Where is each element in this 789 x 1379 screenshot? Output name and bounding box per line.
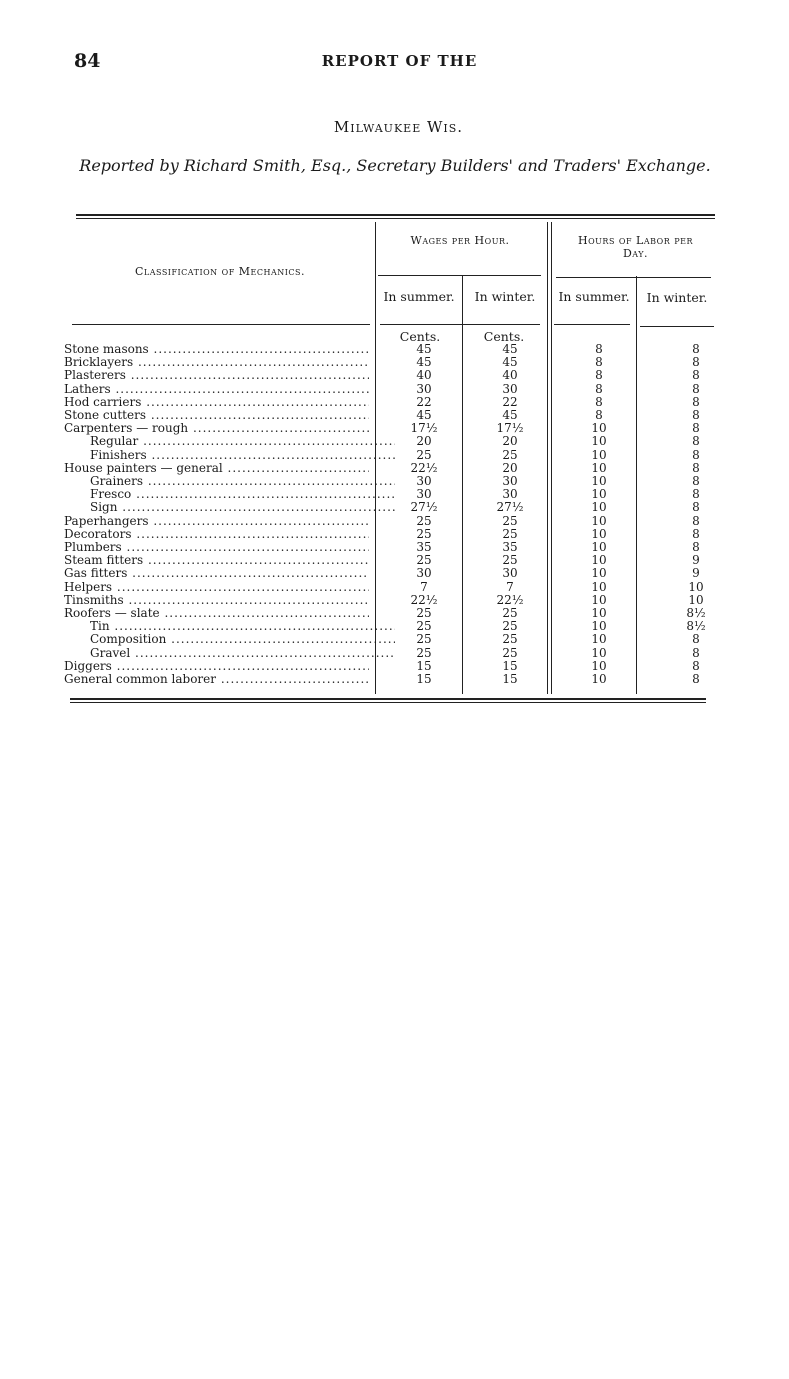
header-bottom-rule (72, 324, 370, 325)
cents-label: Cents. (399, 329, 441, 344)
hours-winter-cell: 9 (692, 553, 700, 568)
hours-winter-cell: 8 (692, 355, 700, 370)
wage-summer-cell: 25 (416, 619, 432, 634)
mechanic-name: Paperhangers ..... (64, 515, 369, 528)
table-row (64, 554, 724, 567)
hours-winter-cell: 8 (692, 368, 700, 383)
hours-summer-cell: 8 (595, 408, 603, 422)
hours-winter-cell: 8 (692, 658, 700, 673)
wage-winter-cell: 30 (502, 566, 518, 581)
wage-winter-cell: 25 (502, 513, 518, 528)
mechanic-name: Tinsmiths ..... (64, 594, 369, 607)
table-row (64, 501, 724, 514)
hours-summer-cell: 10 (591, 553, 607, 568)
mechanic-name: General common laborer ..... (64, 673, 369, 686)
hours-winter-cell: 8 (692, 434, 700, 449)
hours-summer-cell: 10 (591, 487, 607, 502)
mechanic-name: Fresco ..... (64, 488, 395, 501)
wage-winter-cell: 25 (502, 553, 518, 568)
table-row (64, 515, 724, 528)
mechanic-name: Regular ..... (64, 435, 395, 448)
cents-label: Cents. (483, 329, 525, 344)
hours-summer-cell: 10 (591, 474, 607, 488)
wage-winter-header: In winter. (474, 289, 536, 304)
hours-winter-cell: 9 (692, 566, 700, 581)
wage-winter-cell: 45 (502, 342, 518, 356)
table-row (64, 541, 724, 554)
wage-winter-cell: 25 (502, 645, 518, 660)
mechanic-name: Gas fitters ..... (64, 567, 369, 580)
hours-summer-cell: 8 (595, 342, 603, 356)
table-row (64, 607, 724, 620)
wage-summer-cell: 25 (416, 606, 432, 620)
hours-summer-cell: 10 (591, 592, 607, 607)
table-row (64, 462, 724, 475)
wage-winter-cell: 30 (502, 474, 518, 488)
wages-header: Wages per Hour. (410, 234, 510, 247)
header-bottom-rule (380, 324, 540, 325)
wage-winter-cell: 15 (502, 672, 518, 686)
table-row (64, 449, 724, 462)
wage-winter-cell: 7 (506, 579, 514, 594)
wage-summer-cell: 7 (420, 579, 428, 594)
table-row (64, 594, 724, 607)
table-row (64, 422, 724, 435)
wage-summer-cell: 35 (416, 540, 432, 554)
hours-winter-cell: 8 (692, 487, 700, 502)
hours-winter-cell: 8 (692, 672, 700, 686)
header-bottom-rule (640, 326, 714, 327)
wage-winter-cell: 40 (502, 368, 518, 383)
wage-summer-cell: 15 (416, 658, 432, 673)
mechanic-name: House painters — general ..... (64, 462, 369, 475)
table-row (64, 633, 724, 646)
wage-summer-cell: 30 (416, 487, 432, 502)
wage-summer-cell: 45 (416, 355, 432, 370)
hours-winter-cell: 8 (692, 513, 700, 528)
mechanic-name: Carpenters — rough ..... (64, 422, 369, 435)
hours-summer-cell: 10 (591, 672, 607, 686)
wage-summer-cell: 30 (416, 566, 432, 581)
wage-summer-cell: 15 (416, 672, 432, 686)
hours-summer-cell: 10 (591, 421, 607, 436)
hours-winter-cell: 8 (692, 421, 700, 436)
mechanic-name: Hod carriers ..... (64, 396, 369, 409)
hours-winter-cell: 8 (692, 408, 700, 422)
wage-winter-cell: 20 (502, 460, 518, 475)
table-row (64, 475, 724, 488)
table-row (64, 660, 724, 673)
wage-summer-cell: 25 (416, 632, 432, 647)
hours-header: Hours of Labor per Day. (578, 234, 693, 260)
wage-summer-cell: 30 (416, 474, 432, 488)
running-head: REPORT OF THE (321, 52, 478, 70)
mechanic-name: Diggers ..... (64, 660, 369, 673)
wage-winter-cell: 25 (502, 447, 518, 462)
mechanic-name: Lathers ..... (64, 383, 369, 396)
mechanic-name: Steam fitters ..... (64, 554, 369, 567)
hours-winter-cell: 8 (692, 381, 700, 396)
table-bottom-rule (70, 698, 706, 703)
hours-summer-cell: 10 (591, 500, 607, 515)
hours-summer-cell: 10 (591, 434, 607, 449)
wage-winter-cell: 17½ (496, 421, 524, 436)
table-row (64, 528, 724, 541)
wage-summer-cell: 25 (416, 447, 432, 462)
header-bottom-rule (554, 324, 630, 325)
wage-summer-cell: 22 (416, 394, 432, 409)
hours-winter-cell: 10 (688, 579, 704, 594)
wage-winter-cell: 25 (502, 619, 518, 634)
hours-winter-cell: 10 (688, 592, 704, 607)
mechanic-name: Finishers ..... (64, 449, 395, 462)
hours-winter-cell: 8½ (686, 606, 706, 620)
table-row (64, 396, 724, 409)
hours-summer-cell: 10 (591, 645, 607, 660)
hours-winter-cell: 8½ (686, 619, 706, 634)
wage-summer-cell: 25 (416, 645, 432, 660)
hours-summer-cell: 10 (591, 460, 607, 475)
hours-winter-cell: 8 (692, 632, 700, 647)
table-row (64, 435, 724, 448)
wage-summer-cell: 27½ (410, 500, 438, 515)
hours-winter-cell: 8 (692, 526, 700, 541)
mechanic-name: Plasterers ..... (64, 369, 369, 382)
table-row (64, 647, 724, 660)
wage-winter-cell: 22½ (496, 592, 524, 607)
wage-winter-cell: 25 (502, 632, 518, 647)
table-row (64, 369, 724, 382)
wage-summer-cell: 30 (416, 381, 432, 396)
wage-summer-cell: 22½ (410, 592, 438, 607)
table-row (64, 567, 724, 580)
wage-summer-cell: 20 (416, 434, 432, 449)
wage-winter-cell: 22 (502, 394, 518, 409)
hours-summer-cell: 8 (595, 394, 603, 409)
hours-winter-cell: 8 (692, 394, 700, 409)
mechanic-name: Gravel ..... (64, 647, 395, 660)
wage-summer-cell: 25 (416, 553, 432, 568)
mechanic-name: Composition ..... (64, 633, 395, 646)
table-row (64, 620, 724, 633)
wage-winter-cell: 25 (502, 606, 518, 620)
header-subrule (556, 277, 711, 278)
mechanic-name: Stone masons ..... (64, 343, 369, 356)
hours-winter-cell: 8 (692, 342, 700, 356)
hours-winter-cell: 8 (692, 540, 700, 554)
table-row (64, 383, 724, 396)
hours-summer-cell: 10 (591, 632, 607, 647)
hours-summer-cell: 8 (595, 368, 603, 383)
city-title: Milwaukee Wis. (333, 118, 464, 136)
wage-summer-cell: 17½ (410, 421, 438, 436)
hours-winter-cell: 8 (692, 500, 700, 515)
hours-summer-cell: 10 (591, 619, 607, 634)
mechanic-name: Grainers ..... (64, 475, 395, 488)
mechanic-name: Sign ..... (64, 501, 395, 514)
classification-header: Classification of Mechanics. (134, 265, 306, 278)
wage-winter-cell: 30 (502, 487, 518, 502)
mechanic-name: Plumbers ..... (64, 541, 369, 554)
wage-winter-cell: 20 (502, 434, 518, 449)
hours-winter-cell: 8 (692, 447, 700, 462)
wage-winter-cell: 45 (502, 355, 518, 370)
hours-summer-cell: 10 (591, 606, 607, 620)
wage-winter-cell: 15 (502, 658, 518, 673)
header-subrule (378, 275, 541, 276)
hours-summer-cell: 10 (591, 447, 607, 462)
table-row (64, 488, 724, 501)
wage-summer-header: In summer. (383, 289, 455, 304)
table-row (64, 356, 724, 369)
wage-summer-cell: 25 (416, 513, 432, 528)
hours-summer-header: In summer. (558, 289, 630, 304)
hours-winter-cell: 8 (692, 460, 700, 475)
table-row (64, 581, 724, 594)
hours-summer-cell: 10 (591, 513, 607, 528)
hours-summer-cell: 10 (591, 526, 607, 541)
table-row (64, 409, 724, 422)
page-number: 84 (74, 50, 101, 72)
hours-summer-cell: 8 (595, 381, 603, 396)
wage-summer-cell: 40 (416, 368, 432, 383)
wage-winter-cell: 45 (502, 408, 518, 422)
hours-winter-cell: 8 (692, 645, 700, 660)
hours-summer-cell: 10 (591, 566, 607, 581)
mechanic-name: Stone cutters ..... (64, 409, 369, 422)
wage-summer-cell: 45 (416, 408, 432, 422)
hours-summer-cell: 10 (591, 579, 607, 594)
wage-winter-cell: 25 (502, 526, 518, 541)
hours-summer-cell: 10 (591, 658, 607, 673)
wage-winter-cell: 27½ (496, 500, 524, 515)
hours-summer-cell: 10 (591, 540, 607, 554)
hours-winter-header: In winter. (646, 290, 708, 305)
reporter-line: Reported by Richard Smith, Esq., Secretary Builders' and Traders' Exchange. (79, 156, 711, 175)
wage-winter-cell: 30 (502, 381, 518, 396)
wage-summer-cell: 22½ (410, 460, 438, 475)
mechanic-name: Decorators ..... (64, 528, 369, 541)
mechanic-name: Helpers ..... (64, 581, 369, 594)
hours-winter-cell: 8 (692, 474, 700, 488)
hours-summer-cell: 8 (595, 355, 603, 370)
mechanic-name: Tin ..... (64, 620, 395, 633)
table-row (64, 673, 724, 686)
mechanic-name: Bricklayers ..... (64, 356, 369, 369)
table-row (64, 343, 724, 356)
wage-winter-cell: 35 (502, 540, 518, 554)
wage-summer-cell: 25 (416, 526, 432, 541)
mechanic-name: Roofers — slate ..... (64, 607, 369, 620)
table-top-rule (76, 214, 715, 219)
wage-summer-cell: 45 (416, 342, 432, 356)
